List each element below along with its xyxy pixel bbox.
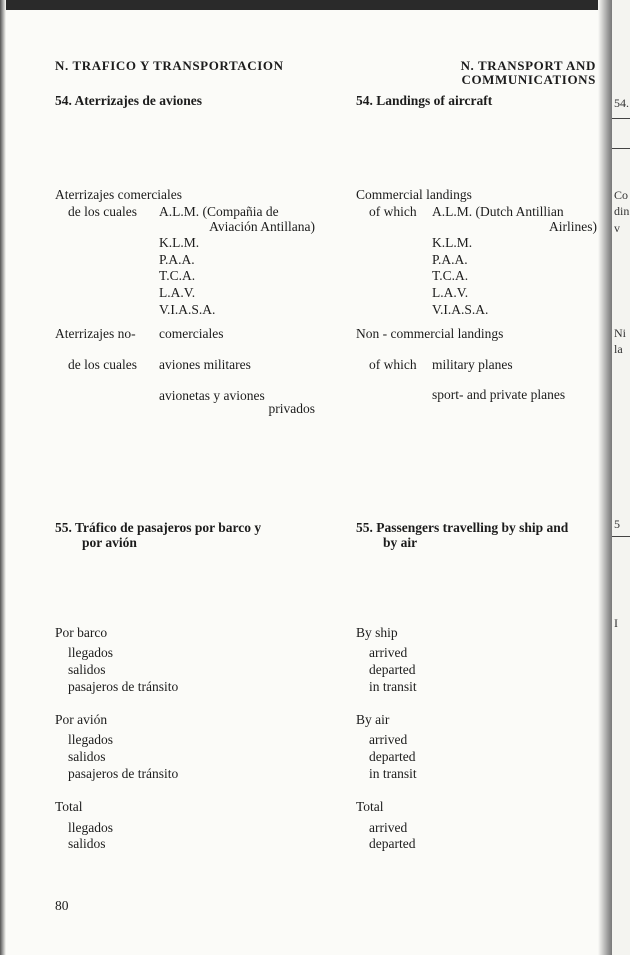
section54-title-en: 54. Landings of aircraft — [356, 93, 493, 108]
next-page-fragment: din — [614, 204, 630, 218]
s54-es-of-which2: de los cuales — [68, 357, 137, 372]
next-page-fragment: Ni — [614, 326, 626, 340]
s55-es-air: Por avión — [55, 712, 108, 727]
s54-en-military: military planes — [432, 357, 513, 372]
next-page-rule — [612, 148, 630, 149]
next-page-fragment: la — [614, 342, 623, 356]
page-number: 80 — [55, 898, 69, 913]
s55-es-air-departed: salidos — [68, 749, 106, 764]
s54-es-sport-1: avionetas y aviones — [159, 388, 265, 403]
next-page-fragment: Co — [614, 188, 629, 202]
s55-en-air-arrived: arrived — [369, 732, 408, 747]
s55-es-ship-transit: pasajeros de tránsito — [68, 679, 179, 694]
s54-en-tca: T.C.A. — [432, 268, 469, 283]
s55-es-ship-arrived: llegados — [68, 645, 113, 660]
s55-en-ship: By ship — [356, 625, 398, 640]
s54-en-lav: L.A.V. — [432, 285, 469, 300]
s54-es-military: aviones militares — [159, 357, 251, 372]
s54-es-alm-1: A.L.M. (Compañia de — [159, 204, 279, 219]
s54-en-commercial: Commercial landings — [356, 187, 472, 202]
header-right-line2: COMMUNICATIONS — [461, 72, 596, 87]
s55-es-total: Total — [55, 799, 83, 814]
header-left: N. TRAFICO Y TRANSPORTACION — [55, 58, 284, 73]
s55-es-total-departed: salidos — [68, 836, 106, 851]
s54-en-paa: P.A.A. — [432, 252, 468, 267]
section55-title-es-1: 55. Tráfico de pasajeros por barco y — [55, 520, 262, 535]
section55-title-es-2: por avión — [82, 535, 137, 550]
s54-es-viasa: V.I.A.S.A. — [159, 302, 216, 317]
s55-es-air-transit: pasajeros de tránsito — [68, 766, 179, 781]
s54-es-lav: L.A.V. — [159, 285, 196, 300]
s55-es-ship: Por barco — [55, 625, 108, 640]
section55-title-en-1: 55. Passengers travelling by ship and — [356, 520, 569, 535]
s55-en-air-departed: departed — [369, 749, 416, 764]
s54-en-of-which2: of which — [369, 357, 417, 372]
s55-en-total-arrived: arrived — [369, 820, 408, 835]
section54-title-es: 54. Aterrizajes de aviones — [55, 93, 202, 108]
header-right-line1: N. TRANSPORT AND — [460, 58, 596, 73]
s54-es-commercial: Aterrizajes comerciales — [55, 187, 183, 202]
s54-en-viasa: V.I.A.S.A. — [432, 302, 489, 317]
s54-es-paa: P.A.A. — [159, 252, 195, 267]
s54-en-alm-2: Airlines) — [549, 219, 597, 234]
next-page-fragment: 5 — [614, 517, 620, 531]
s55-es-ship-departed: salidos — [68, 662, 106, 677]
s54-es-sport-2: privados — [268, 401, 315, 416]
s55-en-total: Total — [356, 799, 384, 814]
next-page-fragment: I — [614, 616, 618, 630]
s55-en-air-transit: in transit — [369, 766, 417, 781]
next-page-fragment: 54. — [614, 96, 629, 110]
s54-es-klm: K.L.M. — [159, 235, 200, 250]
section55-title-en-2: by air — [383, 535, 418, 550]
s55-en-total-departed: departed — [369, 836, 416, 851]
next-page-fragment: v — [614, 221, 620, 235]
s55-en-ship-transit: in transit — [369, 679, 417, 694]
s55-es-air-arrived: llegados — [68, 732, 113, 747]
page-left-edge — [0, 0, 6, 955]
s55-en-ship-arrived: arrived — [369, 645, 408, 660]
s54-en-sport: sport- and private planes — [432, 387, 566, 402]
s54-es-of-which: de los cuales — [68, 204, 137, 219]
s54-en-alm-1: A.L.M. (Dutch Antillian — [432, 204, 564, 219]
s54-en-noncommercial: Non - commercial landings — [356, 326, 504, 341]
s54-es-noncommercial-2: comerciales — [159, 326, 224, 341]
s55-es-total-arrived: llegados — [68, 820, 113, 835]
s55-en-ship-departed: departed — [369, 662, 416, 677]
next-page-rule — [612, 118, 630, 119]
s54-es-noncommercial-1: Aterrizajes no- — [55, 326, 136, 341]
s54-es-tca: T.C.A. — [159, 268, 196, 283]
s55-en-air: By air — [356, 712, 390, 727]
next-page-rule — [612, 536, 630, 537]
next-page-strip — [612, 0, 630, 955]
s54-es-alm-2: Aviación Antillana) — [209, 219, 315, 234]
s54-en-of-which: of which — [369, 204, 417, 219]
page-top-edge — [0, 0, 630, 10]
s54-en-klm: K.L.M. — [432, 235, 473, 250]
